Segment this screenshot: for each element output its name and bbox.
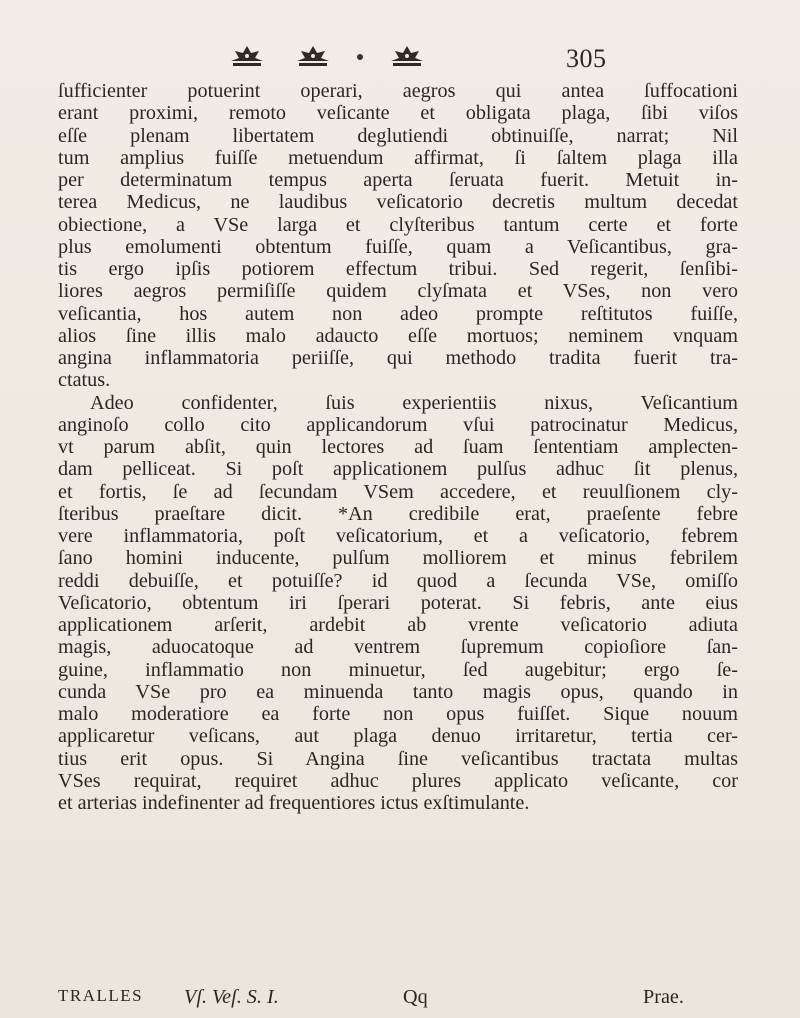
page-number: 305 <box>566 44 607 73</box>
text-line: anginoſo collo cito applicandorum vſui patrocinatur Medicus, <box>58 413 738 436</box>
text-line: angina inflammatoria periiſſe, qui methodo tradita fuerit tra- <box>58 347 738 369</box>
text-line: ſufficienter potuerint operari, aegros qui antea ſuffocationi <box>58 80 738 102</box>
text-line: eſſe plenam libertatem deglutiendi obtinuiſſe, narrat; Nil <box>58 124 738 147</box>
text-line: VSes requirat, requiret adhuc plures applicato veſicante, cor <box>58 769 738 792</box>
catchword: Prae. <box>643 986 684 1008</box>
text-line: tum amplius fuiſſe metuendum affirmat, ſi ſaltem plaga illa <box>58 146 738 169</box>
running-head <box>0 38 800 78</box>
text-line: Adeo confidenter, ſuis experientiis nixus, Veſicantium <box>90 391 738 414</box>
text-line: magis, aduocatoque ad ventrem ſupremum copioſiore ſan- <box>58 636 738 659</box>
text-line: dam pelliceat. Si poſt applicationem pulſus adhuc ſit plenus, <box>58 458 738 481</box>
text-line: terea Medicus, ne laudibus veſicatorio decretis multum decedat <box>58 191 738 214</box>
body-text <box>58 80 738 814</box>
text-line: erant proximi, remoto veſicante et obligata plaga, ſibi viſos <box>58 102 738 125</box>
text-line: ſano homini inducente, pulſum molliorem et minus febrilem <box>58 547 738 570</box>
text-line: tius erit opus. Si Angina ſine veſicantibus tractata multas <box>58 747 738 770</box>
text-line: malo moderatiore ea forte non opus fuiſſet. Sique nouum <box>58 703 738 725</box>
separator-dot <box>357 54 363 60</box>
text-line: guine, inflammatio non minuetur, ſed augebitur; ergo ſe- <box>58 658 738 681</box>
quire-mark: Qq <box>403 986 428 1008</box>
text-line: cunda VSe pro ea minuenda tanto magis opus, quando in <box>58 680 738 703</box>
text-line: veſicantia, hos autem non adeo prompte reſtitutos fuiſſe, <box>58 302 738 325</box>
text-line: liores aegros permiſiſſe quidem clyſmata et VSes, non vero <box>58 280 738 303</box>
text-line: applicationem arſerit, ardebit ab vrente veſicatorio adiuta <box>58 614 738 636</box>
text-line: tis ergo ipſis potiorem effectum tribui. Sed regerit, ſenſibi- <box>58 258 738 280</box>
text-line: ſteribus praeſtare dicit. *An credibile erat, praeſente febre <box>58 502 738 525</box>
text-line: per determinatum tempus aperta ſeruata fuerit. Metuit in- <box>58 169 738 191</box>
text-line: applicaretur veſicans, aut plaga denuo irritaretur, tertia cer- <box>58 725 738 748</box>
page-footer <box>58 986 738 1012</box>
text-line: obiectione, a VSe larga et clyſteribus tantum certe et forte <box>58 213 738 236</box>
text-line: reddi debuiſſe, et potuiſſe? id quod a ſecunda VSe, omiſſo <box>58 569 738 592</box>
text-line: Veſicatorio, obtentum iri ſperari poterat. Si febris, ante eius <box>58 591 738 614</box>
signature-subtitle: Vſ. Veſ. S. I. <box>184 986 279 1008</box>
text-line: plus emolumenti obtentum fuiſſe, quam a Veſicantibus, gra- <box>58 235 738 258</box>
printer-ornament-icon <box>291 44 335 70</box>
ornament-row <box>225 42 525 72</box>
text-line: et fortis, ſe ad ſecundam VSem accedere, et reuulſionem cly- <box>58 480 738 503</box>
text-line: alios ſine illis malo adaucto eſſe mortuos; neminem vnquam <box>58 324 738 347</box>
text-line: et arterias indefinenter ad frequentiores ictus exſtimulante. <box>58 792 530 814</box>
text-line: vt parum abſit, quin lectores ad ſuam ſententiam amplecten- <box>58 436 738 458</box>
printer-ornament-icon <box>225 44 269 70</box>
text-line: vere inflammatoria, poſt veſicatorium, et a veſicatorio, febrem <box>58 525 738 547</box>
text-line: ctatus. <box>58 369 111 392</box>
printer-ornament-icon <box>385 44 429 70</box>
signature-mark: TRALLES <box>58 986 144 1005</box>
